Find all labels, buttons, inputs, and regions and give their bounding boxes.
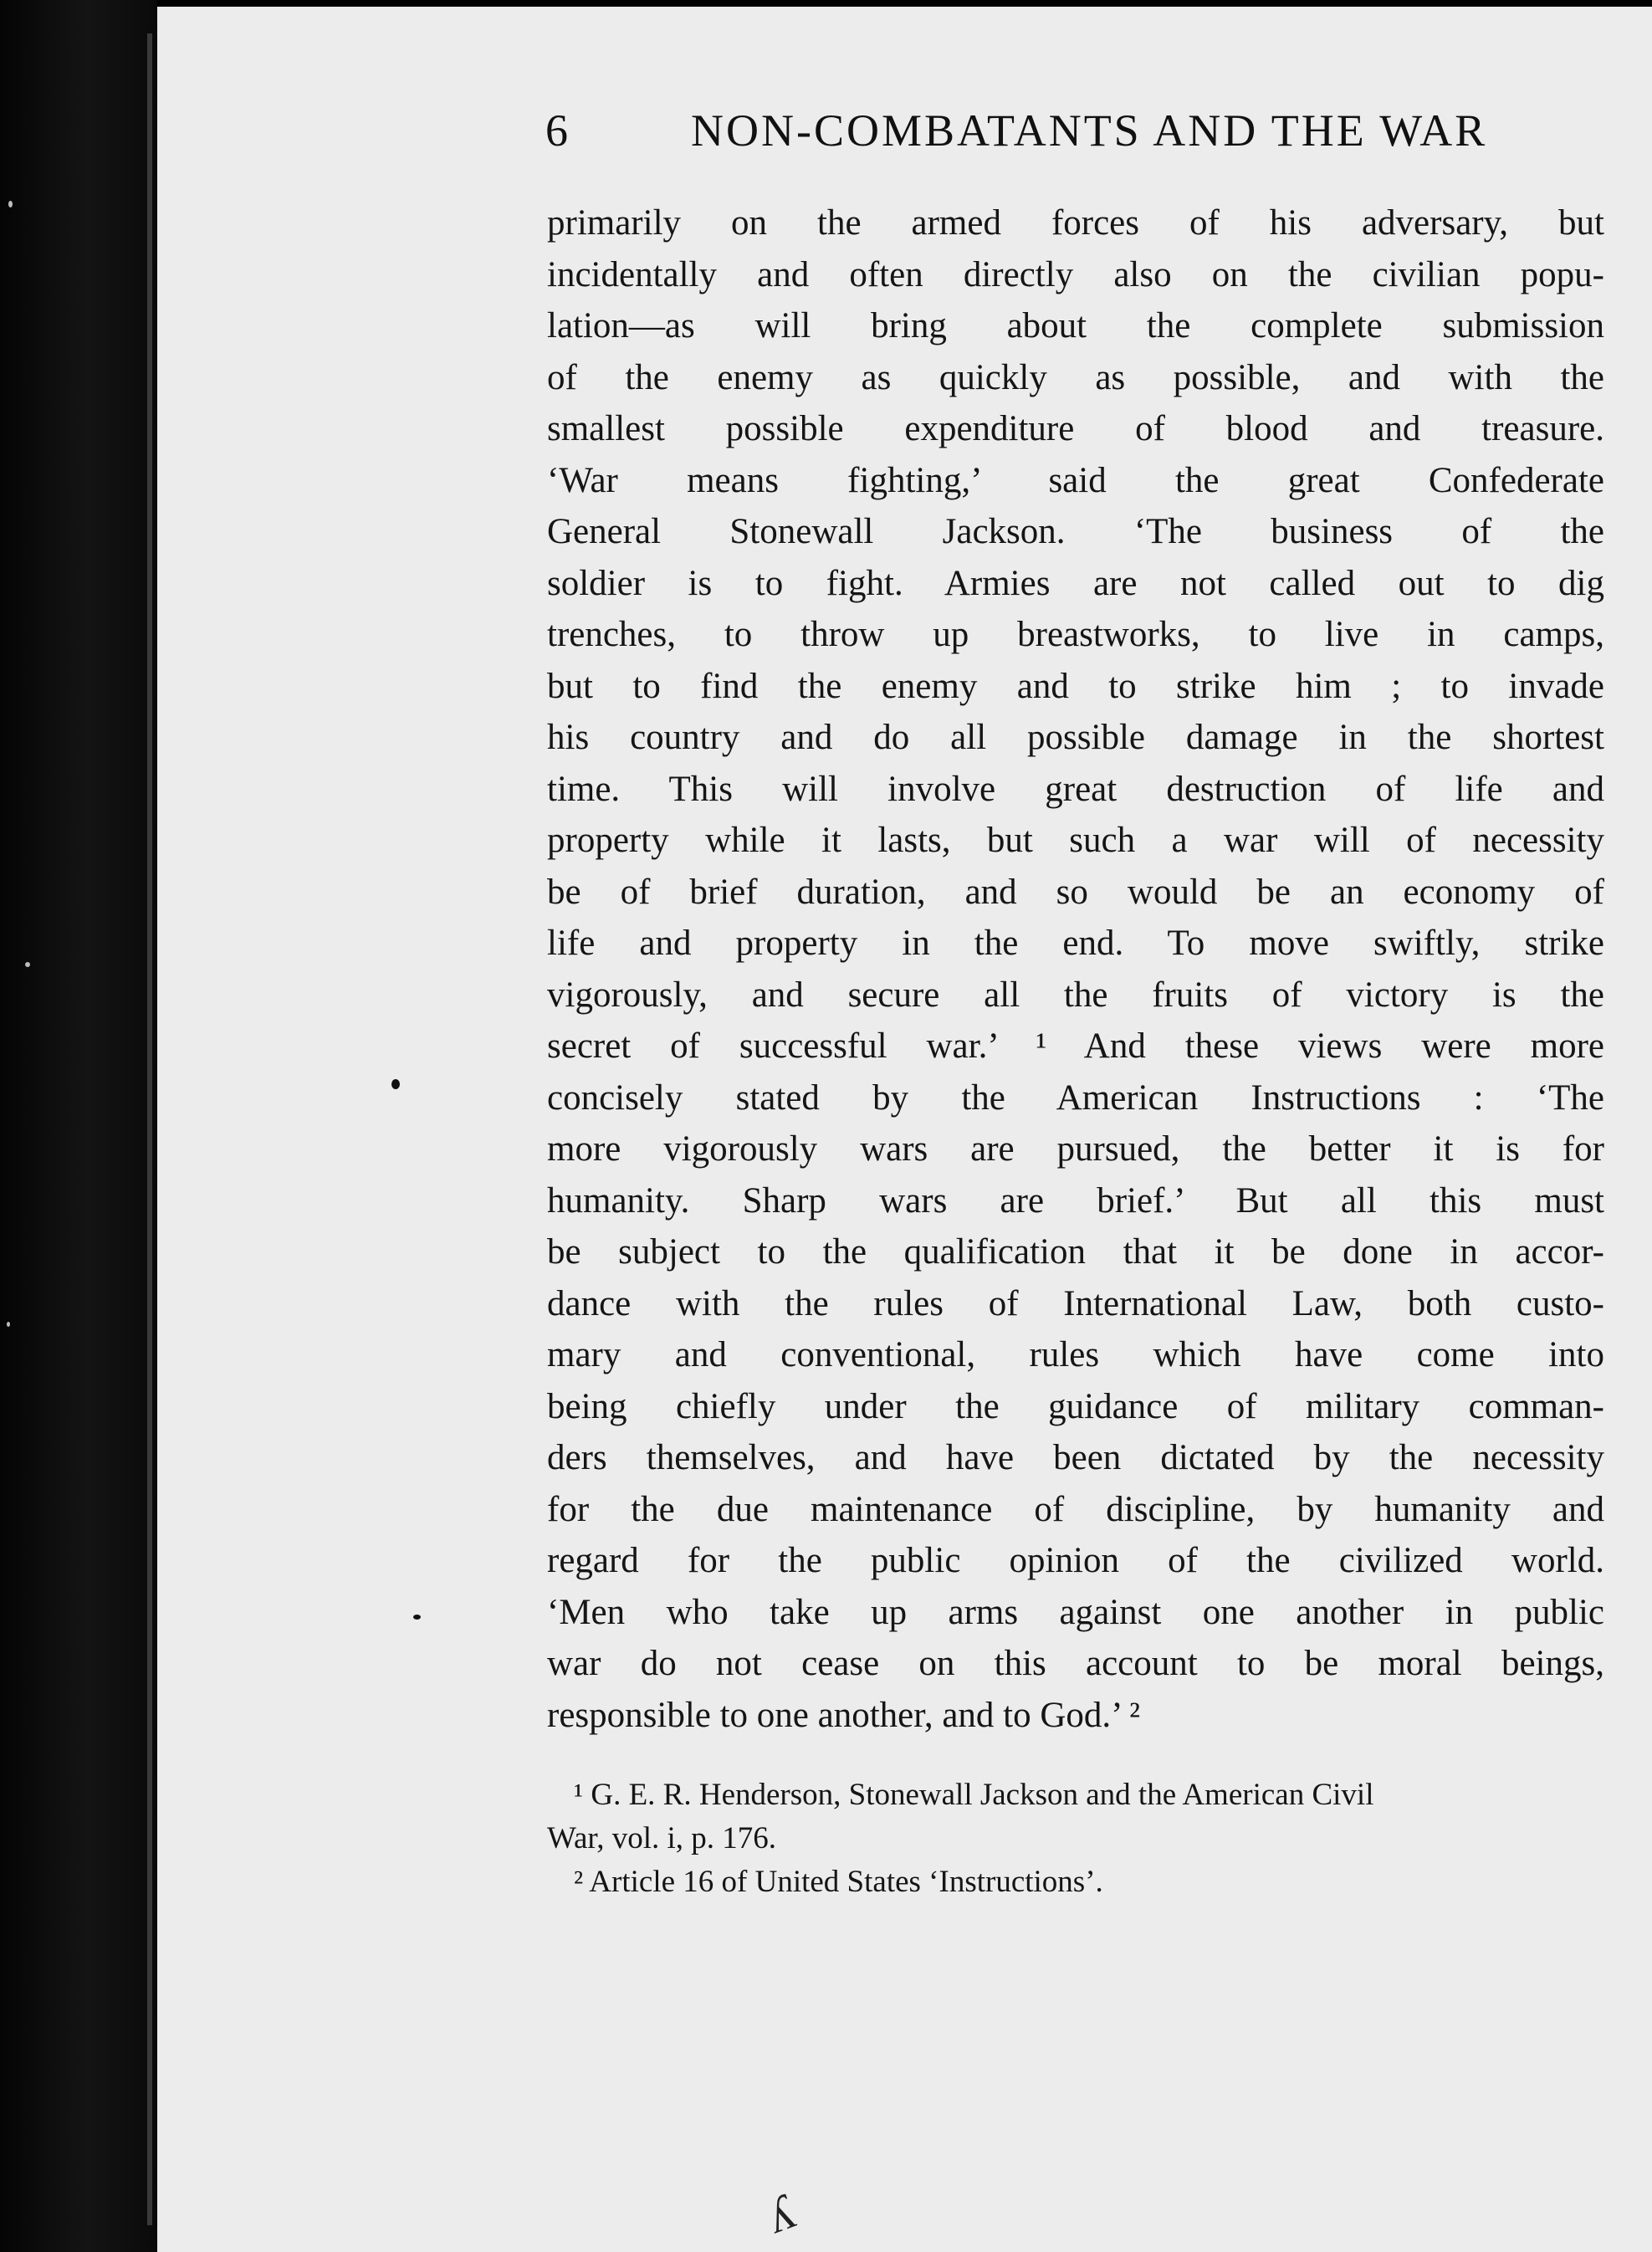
page-number: 6 bbox=[545, 105, 570, 156]
text-line: lation—as will bring about the complete submission bbox=[547, 306, 1604, 345]
text-line: war do not cease on this account to be moral beings, bbox=[547, 1644, 1604, 1683]
text-line: for the due maintenance of discipline, by humanity and bbox=[547, 1489, 1604, 1529]
text-line: his country and do all possible damage in the shortest bbox=[547, 718, 1604, 757]
footnote-1: ¹ G. E. R. Henderson, Stonewall Jackson and the American Civil bbox=[574, 1778, 1374, 1812]
text-line: of the enemy as quickly as possible, and with the bbox=[547, 357, 1604, 397]
scan-artifact: ʎ bbox=[759, 2183, 802, 2244]
text-line: vigorously, and secure all the fruits of victory is the bbox=[547, 975, 1604, 1015]
text-line: regard for the public opinion of the civilized world. bbox=[547, 1541, 1604, 1580]
text-line: life and property in the end. To move swiftly, strike bbox=[547, 924, 1604, 963]
text-line: time. This will involve great destruction of life and bbox=[547, 769, 1604, 809]
running-head: NON-COMBATANTS AND THE WAR bbox=[691, 105, 1488, 156]
ink-spot bbox=[413, 1615, 421, 1620]
body-text bbox=[547, 197, 1604, 1741]
footnote-2: ² Article 16 of United States ‘Instructions’. bbox=[574, 1865, 1103, 1899]
text-line: secret of successful war.’ ¹ And these views were more bbox=[547, 1026, 1604, 1066]
footnotes bbox=[547, 1773, 1604, 1904]
scan-gutter bbox=[0, 0, 157, 2252]
text-line: trenches, to throw up breastworks, to live in camps, bbox=[547, 615, 1604, 654]
text-line: humanity. Sharp wars are brief.’ But all this must bbox=[547, 1180, 1604, 1221]
text-line: ‘Men who take up arms against one another in public bbox=[547, 1592, 1604, 1632]
text-line: but to find the enemy and to strike him ; to invade bbox=[547, 666, 1604, 706]
text-line: primarily on the armed forces of his adversary, but bbox=[547, 203, 1604, 243]
text-line: incidentally and often directly also on the civilian popu- bbox=[547, 254, 1604, 294]
text-line: mary and conventional, rules which have come into bbox=[547, 1335, 1604, 1374]
text-line: more vigorously wars are pursued, the better it is for bbox=[547, 1129, 1604, 1169]
text-line: ders themselves, and have been dictated by the necessity bbox=[547, 1438, 1604, 1477]
text-line: being chiefly under the guidance of military comman- bbox=[547, 1386, 1604, 1426]
page-header bbox=[0, 105, 1652, 171]
text-line: concisely stated by the American Instructions : ‘The bbox=[547, 1077, 1604, 1118]
text-line: responsible to one another, and to God.’ ² bbox=[547, 1695, 1140, 1735]
scan-speck bbox=[7, 1322, 10, 1327]
text-line: ‘War means fighting,’ said the great Confederate bbox=[547, 460, 1604, 500]
text-line: property while it lasts, but such a war will of necessity bbox=[547, 821, 1604, 860]
text-line: smallest possible expenditure of blood and treasure. bbox=[547, 409, 1604, 448]
ink-spot bbox=[391, 1079, 400, 1089]
text-line: be subject to the qualification that it be done in accor- bbox=[547, 1232, 1604, 1272]
text-line: General Stonewall Jackson. ‘The business of the bbox=[547, 512, 1604, 551]
scan-speck bbox=[25, 962, 30, 967]
scan-speck bbox=[8, 201, 13, 207]
binding-edge bbox=[147, 33, 152, 2225]
text-line: soldier is to fight. Armies are not called out to dig bbox=[547, 563, 1604, 603]
text-line: be of brief duration, and so would be an economy of bbox=[547, 872, 1604, 912]
text-line: dance with the rules of International Law, both custo- bbox=[547, 1283, 1604, 1323]
footnote-1-continued: War, vol. i, p. 176. bbox=[547, 1821, 777, 1855]
